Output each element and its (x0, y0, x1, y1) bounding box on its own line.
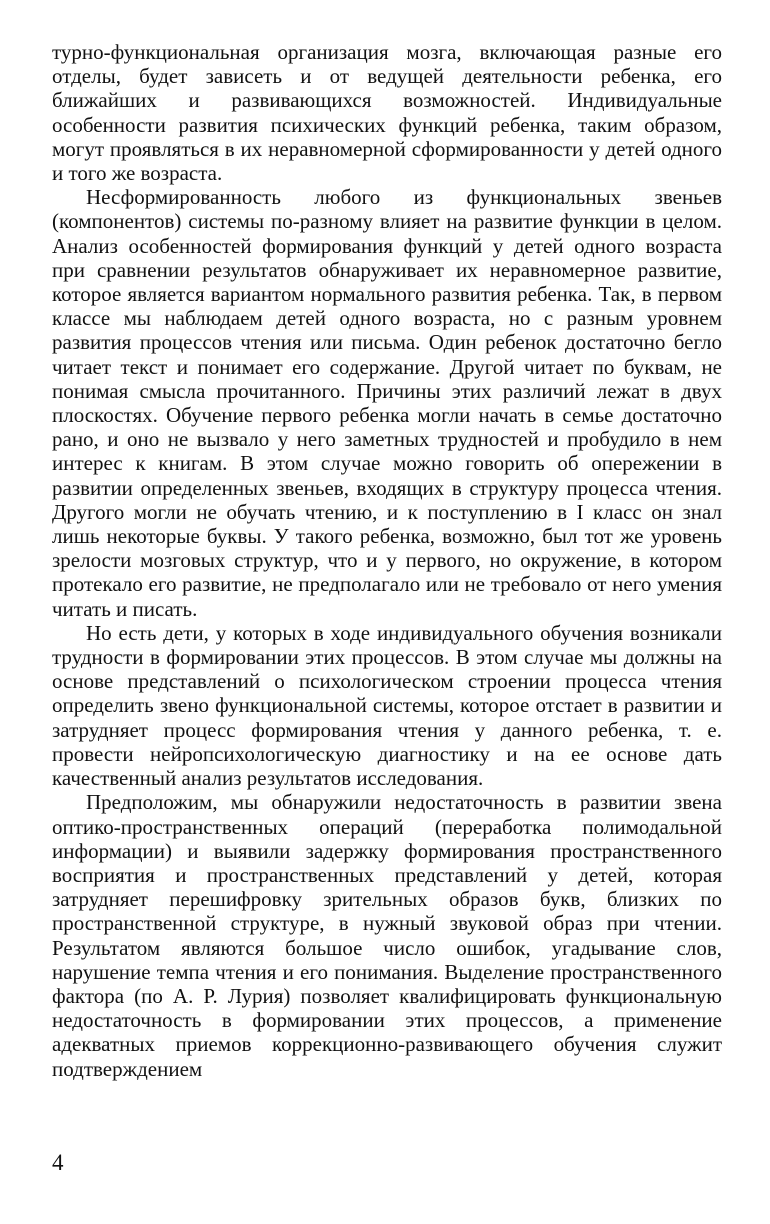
page-number: 4 (52, 1150, 64, 1175)
paragraph-spatial-factor: Предположим, мы обнаружили недостаточность в развитии звена оптико-пространственных операций (переработка полимодальной информации) и выявили задержку формирования пространственного восприятия и пространственных представлений у детей, которая затрудняет перешифровку зрительных образов букв, близких по пространственной структуре, в нужный звуковой образ при чтении. Результатом являются большое число ошибок, угадывание слов, нарушение темпа чтения и его понимания. Выделение пространственного фактора (по А. Р. Лурия) позволяет квалифицировать функциональную недостаточность в формировании этих процессов, а применение адекватных приемов коррекционно-развивающего обучения служит подтверждением (52, 790, 722, 1081)
paragraph-continuation: турно-функциональная организация мозга, включающая разные его отделы, будет зависеть и от ведущей деятельности ребенка, его ближайших и развивающихся возможностей. Индивидуальные особенности развития психических функций ребенка, таким образом, могут проявляться в их неравномерной сформированности у детей одного и того же возраста. (52, 40, 722, 186)
paragraph-learning-difficulties: Но есть дети, у которых в ходе индивидуального обучения возникали трудности в формировании этих процессов. В этом случае мы должны на основе представлений о психологическом строении процесса чтения определить звено функциональной системы, которое отстает в развитии и затрудняет процесс формирования чтения у данного ребенка, т. е. провести нейропсихологическую диагностику и на ее основе дать качественный анализ результатов исследования. (52, 620, 722, 791)
paragraph-unformed-components: Несформированность любого из функциональных звеньев (компонентов) системы по-разному влияет на развитие функции в целом. Анализ особенностей формирования функций у детей одного возраста при сравнении результатов обнаруживает их неравномерное развитие, которое является вариантом нормального развития ребенка. Так, в первом классе мы наблюдаем детей одного возраста, но с разным уровнем развития процессов чтения или письма. Один ребенок достаточно бегло читает текст и понимает его содержание. Другой читает по буквам, не понимая смысла прочитанного. Причины этих различий лежат в двух плоскостях. Обучение первого ребенка могли начать в семье достаточно рано, и оно не вызвало у него заметных трудностей и пробудило в нем интерес к книгам. В этом случае можно говорить об опережении в развитии определенных звеньев, входящих в структуру процесса чтения. Другого могли не обучать чтению, и к поступлению в I класс он знал лишь некоторые буквы. У такого ребенка, возможно, был тот же уровень зрелости мозговых структур, что и у первого, но окружение, в котором протекало его развитие, не предполагало или не требовало от него умения читать и писать. (52, 185, 722, 621)
page-text-block (52, 40, 722, 1081)
